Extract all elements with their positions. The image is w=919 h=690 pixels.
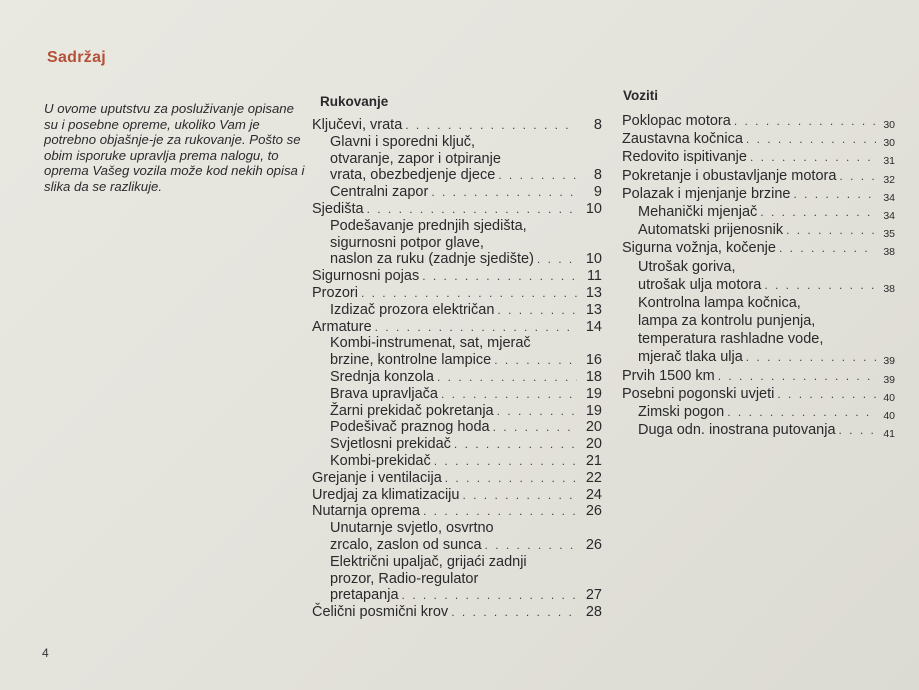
toc-entry-page: 34 bbox=[883, 191, 895, 204]
toc-entry-page: 41 bbox=[883, 428, 895, 441]
toc-entry bbox=[312, 352, 602, 369]
toc-entry-page: 31 bbox=[883, 155, 895, 168]
toc-entry-label: zrcalo, zaslon od sunca bbox=[330, 536, 482, 553]
toc-entry-page: 13 bbox=[585, 284, 602, 301]
toc-entry-page: 30 bbox=[883, 137, 895, 150]
toc-entry bbox=[622, 294, 895, 312]
toc-entry-label: Kombi-instrumenat, sat, mjerač bbox=[330, 335, 531, 352]
toc-entry bbox=[312, 335, 602, 352]
toc-entry-label: Podešivač praznog hoda bbox=[330, 419, 490, 436]
toc-entry-page: 28 bbox=[585, 604, 602, 621]
toc-entry-label: Brava upravljača bbox=[330, 385, 438, 402]
toc-entry bbox=[622, 239, 895, 257]
dot-leader bbox=[367, 201, 577, 218]
toc-entry-label: Sjedišta bbox=[312, 200, 364, 217]
toc-entry bbox=[312, 554, 602, 571]
toc-entry-page: 40 bbox=[883, 391, 895, 404]
toc-entry bbox=[312, 251, 602, 268]
toc-entry-page: 39 bbox=[883, 373, 895, 386]
dot-leader bbox=[445, 470, 577, 487]
dot-leader bbox=[497, 302, 577, 319]
toc-entry bbox=[622, 258, 895, 276]
toc-entry-page: 9 bbox=[593, 184, 602, 201]
toc-entry-page: 27 bbox=[585, 587, 602, 604]
dot-leader bbox=[441, 386, 577, 403]
dot-leader bbox=[537, 251, 577, 268]
toc-entry bbox=[622, 421, 895, 439]
toc-entry-label: mjerač tlaka ulja bbox=[638, 349, 743, 366]
toc-entry-page: 11 bbox=[586, 268, 602, 285]
toc-entry bbox=[312, 369, 602, 386]
toc-entry-page: 13 bbox=[585, 301, 602, 318]
toc-entry-label: Prozori bbox=[312, 284, 358, 301]
toc-entry-label: Grejanje i ventilacija bbox=[312, 469, 442, 486]
toc-entry bbox=[622, 112, 895, 130]
toc-entry bbox=[622, 367, 895, 385]
toc-entry-label: Centralni zapor bbox=[330, 184, 429, 201]
dot-leader bbox=[727, 403, 876, 421]
toc-entry-page: 26 bbox=[585, 536, 602, 553]
toc-entry-page: 40 bbox=[883, 410, 895, 422]
dot-leader bbox=[750, 148, 876, 166]
toc-entry bbox=[312, 201, 602, 218]
toc-entry-label: Nutarnja oprema bbox=[312, 503, 420, 520]
intro-text: U ovome uputstvu za posluživanje opisane su i posebne opreme, ukoliko Vam je potrebno objašnje-je za rukovanje. Pošto se obim isporuke upravlja prema nalogu, to oprema Vašeg vozila može kod nekih opisa i slika da se razlikuje. bbox=[44, 101, 305, 194]
toc-entry bbox=[312, 285, 602, 302]
toc-entry-label: Podešavanje prednjih sjedišta, bbox=[330, 217, 527, 234]
page-number: 4 bbox=[42, 646, 49, 660]
toc-entry-label: Kombi-prekidač bbox=[330, 452, 431, 469]
dot-leader bbox=[760, 203, 876, 221]
toc-entries bbox=[622, 112, 895, 439]
dot-leader bbox=[431, 184, 577, 201]
toc-entry-label: Unutarnje svjetlo, osvrtno bbox=[330, 520, 494, 537]
toc-entry bbox=[622, 203, 895, 221]
toc-entry-page: 35 bbox=[883, 228, 895, 241]
toc-entry-page: 8 bbox=[593, 167, 602, 184]
toc-entry bbox=[622, 385, 895, 403]
toc-entry bbox=[312, 520, 602, 537]
toc-entry-label: Srednja konzola bbox=[330, 368, 434, 385]
dot-leader bbox=[498, 167, 577, 184]
toc-entry bbox=[312, 571, 602, 588]
dot-leader bbox=[434, 453, 577, 470]
toc-entry bbox=[622, 312, 895, 330]
toc-entry bbox=[312, 134, 602, 151]
toc-entry bbox=[312, 218, 602, 235]
toc-entry-page: 26 bbox=[585, 503, 602, 520]
toc-entry-label: Posebni pogonski uvjeti bbox=[622, 385, 775, 402]
toc-entry-label: Duga odn. inostrana putovanja bbox=[638, 422, 836, 439]
toc-entry bbox=[622, 221, 895, 239]
toc-entry-label: brzine, kontrolne lampice bbox=[330, 352, 492, 369]
toc-entry bbox=[622, 167, 895, 185]
toc-entry bbox=[312, 487, 602, 504]
toc-entry-label: otvaranje, zapor i otpiranje bbox=[330, 150, 501, 167]
toc-entry-label: vrata, obezbedjenje djece bbox=[330, 167, 496, 184]
toc-entry-label: Zimski pogon bbox=[638, 404, 725, 420]
toc-entry bbox=[312, 470, 602, 487]
toc-entry-page: 10 bbox=[585, 251, 602, 268]
dot-leader bbox=[485, 537, 577, 554]
toc-entry-label: Sigurnosni pojas bbox=[312, 268, 420, 285]
toc-entry-label: naslon za ruku (zadnje sjedište) bbox=[330, 251, 534, 268]
toc-entry-page: 38 bbox=[883, 246, 895, 259]
dot-leader bbox=[494, 352, 577, 369]
dot-leader bbox=[405, 117, 577, 134]
toc-entry-label: Žarni prekidač pokretanja bbox=[330, 402, 494, 419]
dot-leader bbox=[422, 268, 577, 285]
toc-entry-label: temperatura rashladne vode, bbox=[638, 331, 824, 348]
toc-entry-label: Poklopac motora bbox=[622, 113, 731, 129]
toc-entry-page: 21 bbox=[585, 452, 602, 469]
dot-leader bbox=[718, 367, 876, 385]
toc-entry-label: Zaustavna kočnica bbox=[622, 131, 743, 148]
toc-entry bbox=[622, 130, 895, 148]
toc-entry bbox=[622, 148, 895, 166]
toc-entry bbox=[312, 151, 602, 168]
toc-entry bbox=[312, 184, 602, 201]
dot-leader bbox=[764, 276, 876, 294]
toc-entry-page: 16 bbox=[585, 352, 602, 369]
toc-entry-page: 34 bbox=[883, 209, 895, 222]
toc-entry bbox=[622, 348, 895, 366]
toc-entry-label: Mehanički mjenjač bbox=[638, 203, 758, 220]
dot-leader bbox=[734, 112, 876, 130]
toc-entry-label: Uredjaj za klimatizaciju bbox=[312, 486, 460, 503]
toc-entry-page: 10 bbox=[585, 200, 602, 217]
toc-entries bbox=[312, 117, 602, 621]
toc-entry bbox=[312, 604, 602, 621]
toc-entry-page: 38 bbox=[883, 282, 895, 295]
dot-leader bbox=[746, 348, 876, 366]
toc-entry-label: Polazak i mjenjanje brzine bbox=[622, 185, 791, 202]
toc-entry bbox=[312, 587, 602, 604]
toc-entry-label: Pokretanje i obustavljanje motora bbox=[622, 167, 837, 184]
dot-leader bbox=[361, 285, 577, 302]
toc-entry-label: Ključevi, vrata bbox=[312, 117, 403, 133]
toc-entry-label: Prvih 1500 km bbox=[622, 367, 715, 384]
dot-leader bbox=[793, 185, 876, 203]
toc-entry bbox=[312, 167, 602, 184]
toc-entry-page: 14 bbox=[585, 318, 602, 335]
toc-entry bbox=[312, 235, 602, 252]
section-heading: Voziti bbox=[623, 88, 658, 103]
toc-entry-label: Automatski prijenosnik bbox=[638, 222, 784, 239]
toc-entry-page: 18 bbox=[585, 368, 602, 385]
toc-entry bbox=[622, 403, 895, 421]
dot-leader bbox=[497, 403, 577, 420]
toc-entry bbox=[312, 268, 602, 285]
toc-entry-label: Utrošak goriva, bbox=[638, 258, 736, 275]
toc-entry bbox=[312, 302, 602, 319]
toc-entry bbox=[312, 386, 602, 403]
toc-entry-page: 22 bbox=[585, 469, 602, 486]
dot-leader bbox=[777, 385, 876, 403]
dot-leader bbox=[454, 436, 577, 453]
dot-leader bbox=[746, 130, 876, 148]
page-title: Sadržaj bbox=[47, 49, 107, 66]
toc-entry-label: utrošak ulja motora bbox=[638, 276, 762, 293]
toc-entry-page: 39 bbox=[883, 355, 895, 368]
toc-entry-label: lampa za kontrolu punjenja, bbox=[638, 313, 816, 330]
toc-entry bbox=[312, 453, 602, 470]
toc-column-voziti bbox=[622, 87, 895, 439]
toc-entry-page: 24 bbox=[585, 486, 602, 503]
toc-entry-page: 19 bbox=[585, 385, 602, 402]
toc-entry-label: Izdizač prozora električan bbox=[330, 301, 495, 318]
toc-entry bbox=[622, 276, 895, 294]
toc-entry-page: 20 bbox=[585, 436, 602, 453]
dot-leader bbox=[462, 487, 577, 504]
toc-entry-label: sigurnosni potpor glave, bbox=[330, 234, 484, 251]
toc-entry bbox=[312, 503, 602, 520]
dot-leader bbox=[779, 239, 876, 257]
toc-entry-label: Redovito ispitivanje bbox=[622, 149, 747, 166]
dot-leader bbox=[839, 167, 876, 185]
dot-leader bbox=[451, 604, 577, 621]
toc-entry-page: 30 bbox=[883, 119, 895, 131]
toc-entry bbox=[312, 319, 602, 336]
toc-entry bbox=[622, 330, 895, 348]
dot-leader bbox=[402, 587, 577, 604]
toc-entry-label: Sigurna vožnja, kočenje bbox=[622, 240, 776, 257]
dot-leader bbox=[493, 419, 577, 436]
dot-leader bbox=[423, 503, 577, 520]
toc-entry-page: 19 bbox=[585, 402, 602, 419]
section-heading: Rukovanje bbox=[320, 94, 389, 109]
toc-entry-label: Čelični posmični krov bbox=[312, 604, 449, 621]
toc-entry-page: 20 bbox=[585, 419, 602, 436]
toc-entry bbox=[312, 436, 602, 453]
dot-leader bbox=[839, 421, 876, 439]
toc-entry-label: Svjetlosni prekidač bbox=[330, 436, 451, 453]
toc-entry-label: pretapanja bbox=[330, 587, 399, 604]
toc-entry-page: 32 bbox=[883, 173, 895, 186]
toc-entry bbox=[312, 117, 602, 134]
dot-leader bbox=[786, 221, 876, 239]
dot-leader bbox=[437, 369, 577, 386]
toc-entry bbox=[312, 537, 602, 554]
toc-column-rukovanje bbox=[312, 93, 602, 621]
toc-entry-page: 8 bbox=[593, 117, 602, 133]
toc-entry-label: Armature bbox=[312, 318, 372, 335]
toc-entry bbox=[312, 403, 602, 420]
toc-entry bbox=[312, 419, 602, 436]
dot-leader bbox=[375, 319, 577, 336]
toc-entry-label: prozor, Radio-regulator bbox=[330, 570, 479, 587]
toc-entry bbox=[622, 185, 895, 203]
toc-entry-label: Kontrolna lampa kočnica, bbox=[638, 294, 801, 311]
toc-entry-label: Glavni i sporedni ključ, bbox=[330, 133, 476, 150]
toc-entry-label: Električni upaljač, grijaći zadnji bbox=[330, 553, 527, 570]
